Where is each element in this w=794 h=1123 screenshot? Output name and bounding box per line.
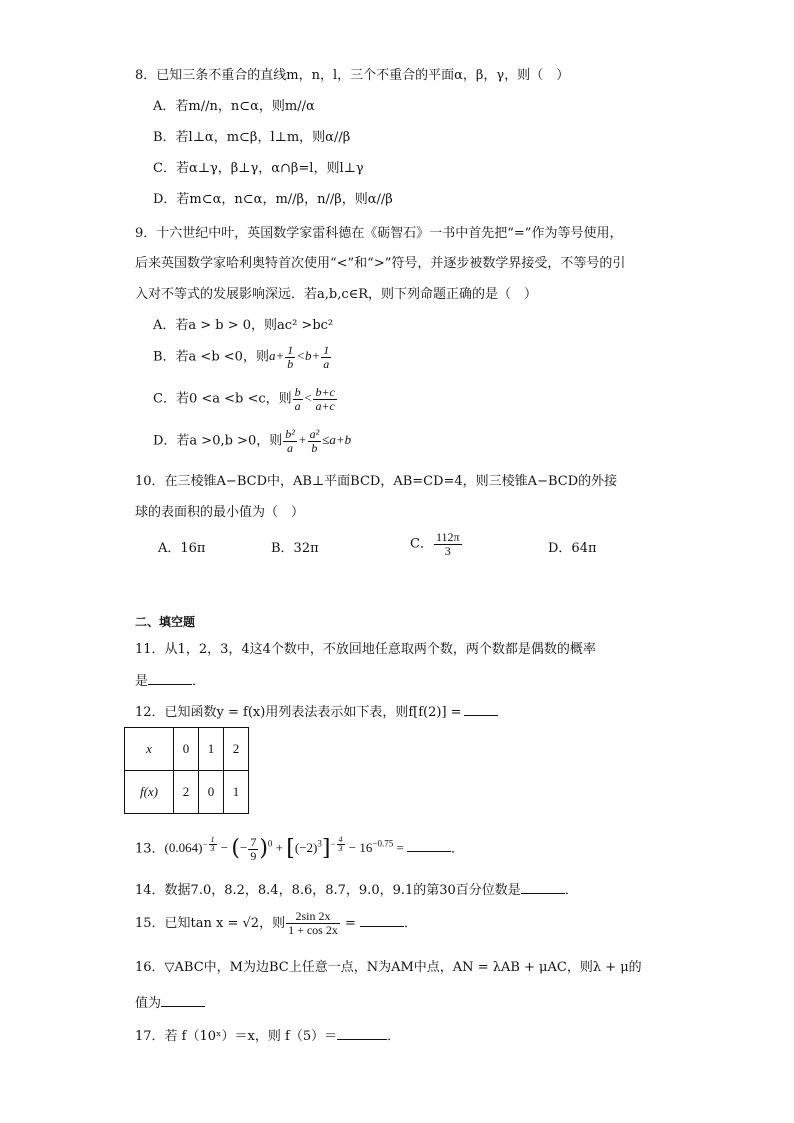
q8-option-c: C．若α⊥γ，β⊥γ，α∩β=l，则l⊥γ bbox=[153, 161, 364, 176]
q13-expression: $(0.064)^{- \frac{1}{3}}$ − (− $\frac{7}{9}$ )$^0 + [(-2)^3]^{- \frac{4}{3}}$ − $16^{-0.75}$ = bbox=[164, 834, 408, 863]
q13-answer-blank[interactable] bbox=[407, 837, 451, 852]
q11-answer-blank[interactable] bbox=[148, 670, 192, 685]
q17-answer-blank[interactable] bbox=[337, 1025, 387, 1040]
q11-line2 bbox=[135, 670, 205, 692]
q9-option-d-prefix: D．若a >0,b >0，则 bbox=[153, 433, 283, 449]
table-cell: 2 bbox=[174, 771, 199, 814]
q13 bbox=[135, 826, 464, 867]
q9-line1: 9．十六世纪中叶，英国数学家雷科德在《砺智石》一书中首先把“=”作为等号使用， bbox=[135, 226, 623, 241]
q8-option-a: A．若m//n，n⊂α，则m//α bbox=[153, 99, 315, 114]
q9-option-a: A．若a > b > 0，则ac² >bc² bbox=[153, 318, 334, 333]
q17-text: 17．若 f（10ˣ）＝x，则 f（5）＝ bbox=[135, 1029, 338, 1044]
q10-option-a: A．16π bbox=[158, 541, 206, 556]
q13-end: ． bbox=[451, 841, 465, 857]
q14-answer-blank[interactable] bbox=[521, 879, 565, 894]
q16-line1: 16．▽ABC中，M为边BC上任意一点，N为AM中点，AN = λAB + μAC，则λ + μ的 bbox=[135, 960, 642, 975]
q12-stem bbox=[135, 701, 498, 723]
q17 bbox=[135, 1025, 400, 1047]
q17-end: ． bbox=[387, 1029, 401, 1044]
q16-line2 bbox=[135, 992, 205, 1014]
q8-option-d: D．若m⊂α，n⊂α，m//β，n//β，则α//β bbox=[153, 192, 393, 207]
q15-numerator: 2sin 2x bbox=[286, 910, 340, 924]
q10-option-c-numerator: 112π bbox=[435, 530, 460, 544]
table-cell: 0 bbox=[174, 728, 199, 771]
q15-answer-blank[interactable] bbox=[360, 912, 404, 927]
q11-line2-text: 是 bbox=[135, 674, 149, 689]
q10-option-c bbox=[410, 531, 463, 558]
table-cell: 0 bbox=[199, 771, 224, 814]
q12-answer-blank[interactable] bbox=[464, 701, 498, 716]
q15-prefix: 15．已知tan x = √2，则 bbox=[135, 916, 286, 931]
table-cell: 1 bbox=[224, 771, 249, 814]
q14-text: 14．数据7.0，8.2，8.4，8.6，8.7，9.0，9.1的第30百分位数是 bbox=[135, 883, 521, 898]
q10-line2: 球的表面积的最小值为（ ） bbox=[135, 505, 305, 520]
q12-function-table bbox=[124, 727, 249, 814]
q8-stem: 8．已知三条不重合的直线m，n，l，三个不重合的平面α，β，γ，则（ ） bbox=[135, 68, 570, 83]
q14-end: ． bbox=[564, 883, 578, 898]
q9-option-c bbox=[153, 386, 338, 413]
table-cell: f(x) bbox=[125, 771, 174, 814]
q10-option-d: D．64π bbox=[548, 541, 597, 556]
q9-option-c-prefix: C．若0 <a <b <c，则 bbox=[153, 391, 292, 407]
q10-option-c-label: C． bbox=[410, 536, 433, 552]
q13-label: 13． bbox=[135, 841, 165, 857]
q10-option-c-denominator: 3 bbox=[444, 544, 451, 558]
table-row bbox=[125, 771, 249, 814]
section-title-fill-in: 二、填空题 bbox=[135, 615, 196, 629]
q12-stem-text: 12．已知函数y = f(x)用列表法表示如下表，则f[f(2)] = bbox=[135, 705, 462, 720]
table-cell: x bbox=[125, 728, 174, 771]
q10-option-b: B．32π bbox=[271, 541, 319, 556]
q15-end: ． bbox=[404, 916, 418, 931]
q9-line2: 后来英国数学家哈利奥特首次使用“<”和“>”符号，并逐步被数学界接受，不等号的引 bbox=[135, 256, 626, 271]
q9-line3: 入对不等式的发展影响深远．若a,b,c∈R，则下列命题正确的是（ ） bbox=[135, 287, 538, 302]
q14 bbox=[135, 879, 578, 901]
table-cell: 1 bbox=[199, 728, 224, 771]
q9-option-d-formula: $\frac{\text{b²}}{a}$ + $\frac{\text{a²}}{b}$ ≤a+b bbox=[285, 427, 352, 455]
q11-line1: 11．从1，2，3，4这4个数中，不放回地任意取两个数，两个数都是偶数的概率 bbox=[135, 642, 596, 657]
q11-line2-end: ． bbox=[192, 674, 206, 689]
q15-denominator: 1 + cos 2x bbox=[288, 923, 338, 937]
q9-option-d bbox=[153, 428, 351, 455]
table-cell: 2 bbox=[224, 728, 249, 771]
q9-option-b bbox=[153, 344, 332, 371]
q15: 15．已知tan x = √2，则 $\frac{2\sin 2x}{1 + \cos 2x}$ = ． bbox=[135, 909, 418, 937]
table-row bbox=[125, 728, 249, 771]
q16-answer-blank[interactable] bbox=[161, 992, 205, 1007]
q10-line1: 10．在三棱锥A−BCD中，AB⊥平面BCD，AB=CD=4，则三棱锥A−BCD的外接 bbox=[135, 474, 618, 489]
q8-option-b: B．若l⊥α，m⊂β，l⊥m，则α//β bbox=[153, 130, 351, 145]
q16-line2-text: 值为 bbox=[135, 996, 162, 1011]
q9-option-b-formula: a+ $\frac{1}{b}$ <b+ $\frac{1}{a}$ bbox=[268, 343, 330, 371]
q9-option-c-formula: $\frac{b}{a}$ < $\frac{b+c}{a+c}$ bbox=[294, 385, 335, 413]
q9-option-b-prefix: B．若a <b <0，则 bbox=[153, 349, 269, 365]
